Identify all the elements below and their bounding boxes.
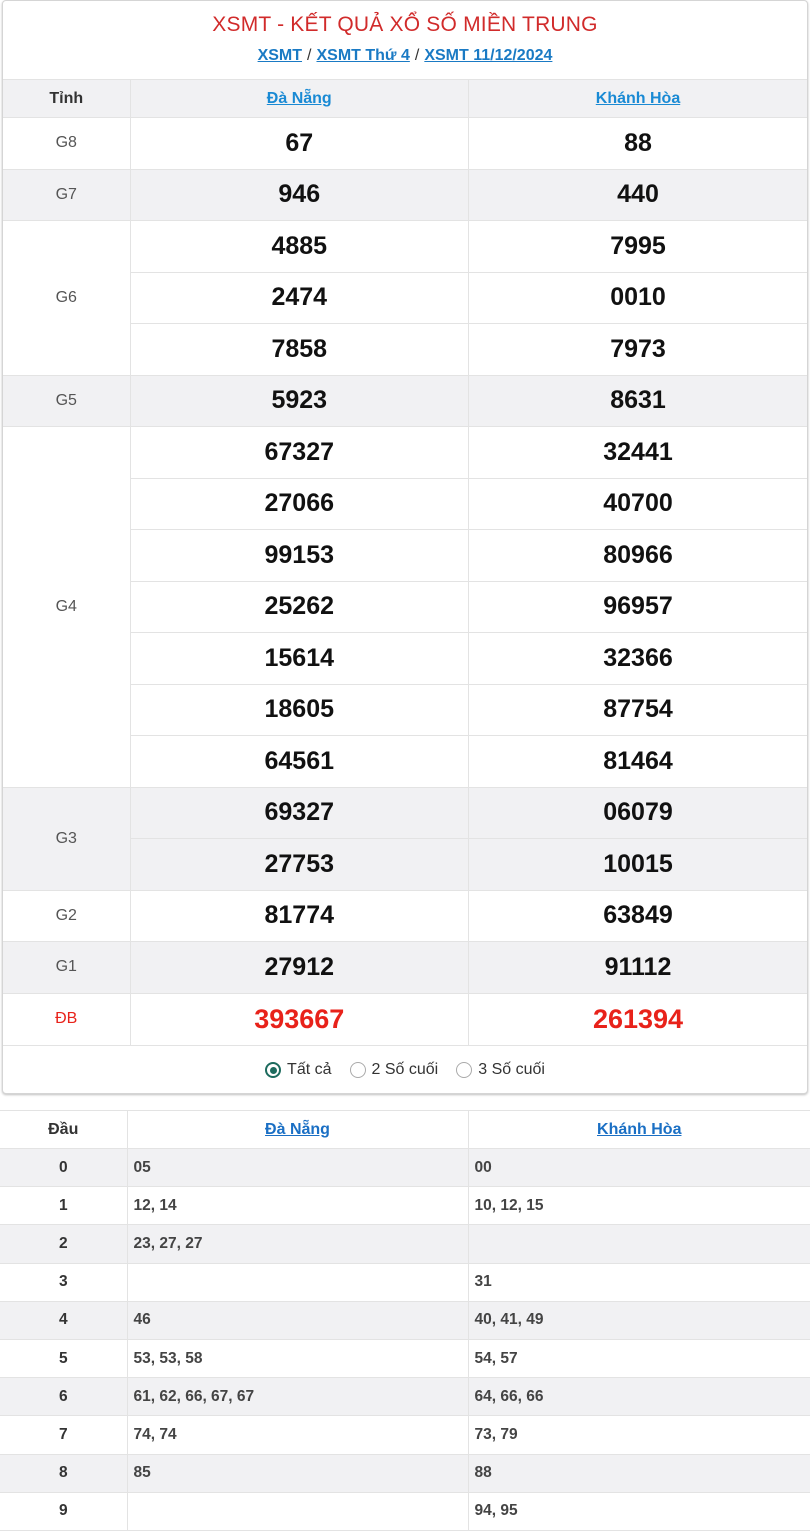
loto-row xyxy=(0,1416,810,1454)
prize-number: 8631 xyxy=(469,375,808,427)
loto-row xyxy=(0,1454,810,1492)
loto-values xyxy=(468,1225,810,1263)
prize-row xyxy=(3,221,807,273)
prize-number: 99153 xyxy=(130,530,469,582)
radio-checked-icon[interactable] xyxy=(265,1062,281,1078)
prize-number: 15614 xyxy=(130,633,469,685)
breadcrumb-link-xsmt-thu4[interactable]: XSMT Thứ 4 xyxy=(316,47,410,64)
breadcrumb-link-xsmt[interactable]: XSMT xyxy=(257,47,303,64)
prize-number: 27912 xyxy=(130,942,469,994)
loto-values: 85 xyxy=(127,1454,468,1492)
prize-number: 4885 xyxy=(130,221,469,273)
prize-number: 06079 xyxy=(469,787,808,839)
breadcrumb-separator: / xyxy=(307,47,312,64)
loto-values xyxy=(127,1492,468,1530)
loto-values: 53, 53, 58 xyxy=(127,1339,468,1377)
loto-head-digit: 5 xyxy=(0,1339,127,1377)
loto-head-digit: 8 xyxy=(0,1454,127,1492)
prize-row xyxy=(3,427,807,479)
loto-values: 74, 74 xyxy=(127,1416,468,1454)
loto-row xyxy=(0,1378,810,1416)
prize-number: 96957 xyxy=(469,581,808,633)
results-card xyxy=(2,0,808,1094)
prize-number: 5923 xyxy=(130,375,469,427)
prize-number: 80966 xyxy=(469,530,808,582)
loto-province-link-da-nang[interactable]: Đà Nẵng xyxy=(265,1120,330,1138)
prize-number: 64561 xyxy=(130,736,469,788)
number-filter xyxy=(3,1045,807,1095)
prize-label: G5 xyxy=(3,375,130,427)
prize-label: ĐB xyxy=(3,993,130,1045)
column-header-dau: Đầu xyxy=(0,1111,127,1149)
column-header-province xyxy=(130,80,469,118)
loto-section xyxy=(0,1110,810,1531)
prize-number: 7858 xyxy=(130,324,469,376)
loto-values: 54, 57 xyxy=(468,1339,810,1377)
breadcrumb xyxy=(3,47,807,65)
loto-values: 05 xyxy=(127,1149,468,1187)
filter-option[interactable] xyxy=(265,1061,331,1079)
prize-number: 67327 xyxy=(130,427,469,479)
prize-number: 27753 xyxy=(130,839,469,891)
loto-values: 31 xyxy=(468,1263,810,1301)
prize-row xyxy=(3,169,807,221)
prize-row xyxy=(3,890,807,942)
results-header-row xyxy=(3,80,807,118)
prize-number: 393667 xyxy=(130,993,469,1045)
prize-label: G7 xyxy=(3,169,130,221)
column-header-province xyxy=(127,1111,468,1149)
loto-values: 23, 27, 27 xyxy=(127,1225,468,1263)
prize-number: 7995 xyxy=(469,221,808,273)
loto-head-digit: 0 xyxy=(0,1149,127,1187)
prize-label: G2 xyxy=(3,890,130,942)
loto-row xyxy=(0,1263,810,1301)
filter-option-label: 2 Số cuối xyxy=(371,1061,439,1078)
loto-values: 10, 12, 15 xyxy=(468,1187,810,1225)
loto-table xyxy=(0,1110,810,1531)
prize-number: 10015 xyxy=(469,839,808,891)
prize-number: 91112 xyxy=(469,942,808,994)
prize-row xyxy=(3,942,807,994)
loto-values: 46 xyxy=(127,1301,468,1339)
prize-number: 261394 xyxy=(469,993,808,1045)
prize-number: 27066 xyxy=(130,478,469,530)
loto-row xyxy=(0,1492,810,1530)
prize-number: 32366 xyxy=(469,633,808,685)
loto-values: 73, 79 xyxy=(468,1416,810,1454)
province-link-khanh-hoa[interactable]: Khánh Hòa xyxy=(595,89,681,107)
filter-option[interactable] xyxy=(456,1061,545,1079)
prize-label: G4 xyxy=(3,427,130,788)
filter-option[interactable] xyxy=(350,1061,439,1079)
prize-number: 946 xyxy=(130,169,469,221)
prize-label: G8 xyxy=(3,118,130,170)
page-title: XSMT - KẾT QUẢ XỔ SỐ MIỀN TRUNG xyxy=(212,13,598,36)
prize-row xyxy=(3,375,807,427)
prize-number: 81464 xyxy=(469,736,808,788)
prize-label: G3 xyxy=(3,787,130,890)
loto-head-digit: 2 xyxy=(0,1225,127,1263)
prize-number: 2474 xyxy=(130,272,469,324)
prize-number: 18605 xyxy=(130,684,469,736)
loto-values: 64, 66, 66 xyxy=(468,1378,810,1416)
prize-number: 87754 xyxy=(469,684,808,736)
radio-unchecked-icon[interactable] xyxy=(456,1062,472,1078)
prize-number: 0010 xyxy=(469,272,808,324)
breadcrumb-separator: / xyxy=(414,47,420,64)
loto-row xyxy=(0,1339,810,1377)
loto-head-digit: 6 xyxy=(0,1378,127,1416)
province-link-da-nang[interactable]: Đà Nẵng xyxy=(266,89,332,107)
loto-row xyxy=(0,1187,810,1225)
prize-number: 63849 xyxy=(469,890,808,942)
loto-values: 88 xyxy=(468,1454,810,1492)
filter-option-label: 3 Số cuối xyxy=(478,1061,545,1078)
prize-label: G1 xyxy=(3,942,130,994)
results-body xyxy=(3,118,807,1045)
radio-unchecked-icon[interactable] xyxy=(350,1062,366,1078)
column-header-province xyxy=(469,80,808,118)
loto-values: 61, 62, 66, 67, 67 xyxy=(127,1378,468,1416)
prize-number: 32441 xyxy=(469,427,808,479)
loto-values: 94, 95 xyxy=(468,1492,810,1530)
prize-number: 25262 xyxy=(130,581,469,633)
prize-number: 7973 xyxy=(469,324,808,376)
loto-head-digit: 9 xyxy=(0,1492,127,1530)
prize-row xyxy=(3,118,807,170)
prize-number: 67 xyxy=(130,118,469,170)
column-header-province xyxy=(468,1111,810,1149)
loto-head-digit: 1 xyxy=(0,1187,127,1225)
prize-number: 440 xyxy=(469,169,808,221)
loto-row xyxy=(0,1149,810,1187)
results-table xyxy=(3,79,807,1045)
filter-option-label: Tất cả xyxy=(287,1061,332,1078)
loto-body xyxy=(0,1149,810,1531)
loto-row xyxy=(0,1225,810,1263)
loto-province-link-khanh-hoa[interactable]: Khánh Hòa xyxy=(597,1120,682,1138)
prize-row xyxy=(3,787,807,839)
loto-head-digit: 4 xyxy=(0,1301,127,1339)
loto-values: 40, 41, 49 xyxy=(468,1301,810,1339)
prize-row xyxy=(3,993,807,1045)
prize-number: 88 xyxy=(469,118,808,170)
loto-values: 12, 14 xyxy=(127,1187,468,1225)
loto-values: 00 xyxy=(468,1149,810,1187)
loto-header-row xyxy=(0,1111,810,1149)
loto-values xyxy=(127,1263,468,1301)
breadcrumb-link-date[interactable]: XSMT 11/12/2024 xyxy=(424,47,553,64)
prize-label: G6 xyxy=(3,221,130,376)
results-header xyxy=(3,1,807,79)
prize-number: 69327 xyxy=(130,787,469,839)
prize-number: 81774 xyxy=(130,890,469,942)
prize-number: 40700 xyxy=(469,478,808,530)
column-header-tinh: Tỉnh xyxy=(3,80,130,118)
loto-head-digit: 3 xyxy=(0,1263,127,1301)
loto-row xyxy=(0,1301,810,1339)
loto-head-digit: 7 xyxy=(0,1416,127,1454)
